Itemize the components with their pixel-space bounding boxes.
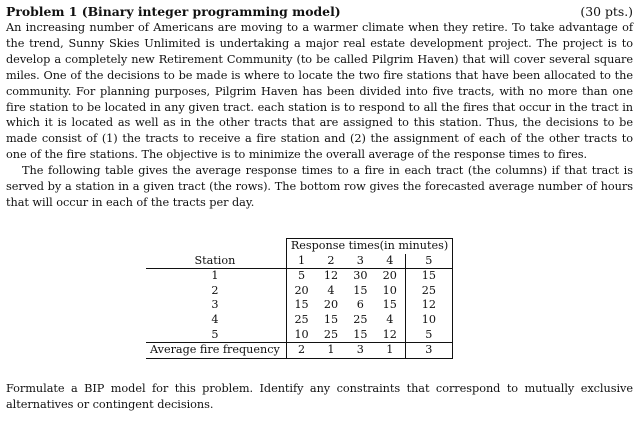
- station-label: 3: [146, 298, 286, 313]
- table-cell: 12: [405, 298, 453, 313]
- table-row: [146, 269, 453, 284]
- table-cell: 15: [375, 298, 405, 313]
- column-header: 5: [405, 254, 453, 269]
- column-header: 1: [286, 254, 316, 269]
- table-cell: 12: [323, 269, 339, 283]
- table-cell: 20: [323, 298, 339, 312]
- table-cell: 25: [353, 312, 368, 326]
- station-label: 1: [146, 269, 286, 284]
- table-cell: 15: [323, 312, 339, 326]
- column-header: 4: [375, 254, 405, 269]
- table-cell: 15: [294, 298, 309, 312]
- table-cell: 12: [375, 328, 405, 343]
- table-cell: 30: [353, 269, 368, 283]
- problem-statement: [6, 3, 633, 211]
- column-header: 3: [346, 254, 375, 269]
- station-label: 5: [146, 328, 286, 343]
- response-times-table: [146, 238, 453, 359]
- problem-title: Problem 1 (Binary integer programming model): [6, 4, 341, 19]
- table-row: [146, 298, 453, 313]
- table-cell: 20: [294, 283, 309, 297]
- table-row: [146, 313, 453, 328]
- problem-description: An increasing number of Americans are moving to a warmer climate when they retire. To take advantage of the trend, Sunny Skies Unlimited is undertaking a major real estate development project. The project is to develop a completely new Retirement Community (to be called Pilgrim Haven) that will cover several square miles. One of the decisions to be made is where to locate the two fire stations that have been allocated to the community. For planning purposes, Pilgrim Haven has been divided into five tracts, with no more than one fire station to be located in any given tract. each station is to respond to all the fires that occur in the tract in which it is located as well as in the other tracts that are assigned to this station. Thus, the decisions to be made consist of (1) the tracts to receive a fire station and (2) the assignment of each of the other tracts to one of the fire stations. The objective is to minimize the overall average of the response times to fires.: [6, 21, 633, 162]
- table-cell: 25: [323, 327, 339, 341]
- frequency-cell: 2: [286, 343, 316, 359]
- problem-points: (30 pts.): [580, 4, 633, 19]
- table-cell: 4: [327, 283, 335, 297]
- table-row: [146, 284, 453, 299]
- frequency-cell: 3: [405, 343, 453, 359]
- table-cell: 5: [405, 328, 453, 343]
- problem-header: [6, 3, 633, 20]
- station-label: 4: [146, 313, 286, 328]
- table-cell: 5: [298, 269, 306, 283]
- table-cell: 6: [356, 298, 364, 312]
- table-cell: 20: [375, 269, 405, 284]
- frequency-cell: 1: [375, 343, 405, 359]
- table-cell: 15: [405, 269, 453, 284]
- table-cell: 25: [294, 312, 309, 326]
- table-cell: 25: [405, 284, 453, 299]
- column-header: 2: [316, 254, 345, 269]
- table-cell: 10: [375, 284, 405, 299]
- table-cell: 15: [353, 327, 368, 341]
- frequency-cell: 1: [316, 343, 345, 359]
- table-cell: 10: [405, 313, 453, 328]
- response-times-header: Response times(in minutes): [286, 239, 452, 254]
- frequency-row: [146, 343, 453, 359]
- closing-instruction: Formulate a BIP model for this problem. Identify any constraints that correspond to mutually exclusive alternatives or contingent decisions.: [6, 382, 633, 411]
- table-cell: 15: [353, 283, 368, 297]
- table-row: [146, 328, 453, 343]
- table-cell: 10: [294, 327, 309, 341]
- station-header: Station: [146, 254, 286, 269]
- table-description: The following table gives the average response times to a fire in each tract (the columns) if that tract is served by a station in a given tract (the rows). The bottom row gives the forecasted average number of hours that will occur in each of the tracts per day.: [6, 164, 633, 209]
- table-cell: 4: [375, 313, 405, 328]
- frequency-cell: 3: [346, 343, 375, 359]
- station-label: 2: [146, 284, 286, 299]
- frequency-label: Average fire frequency: [146, 343, 286, 359]
